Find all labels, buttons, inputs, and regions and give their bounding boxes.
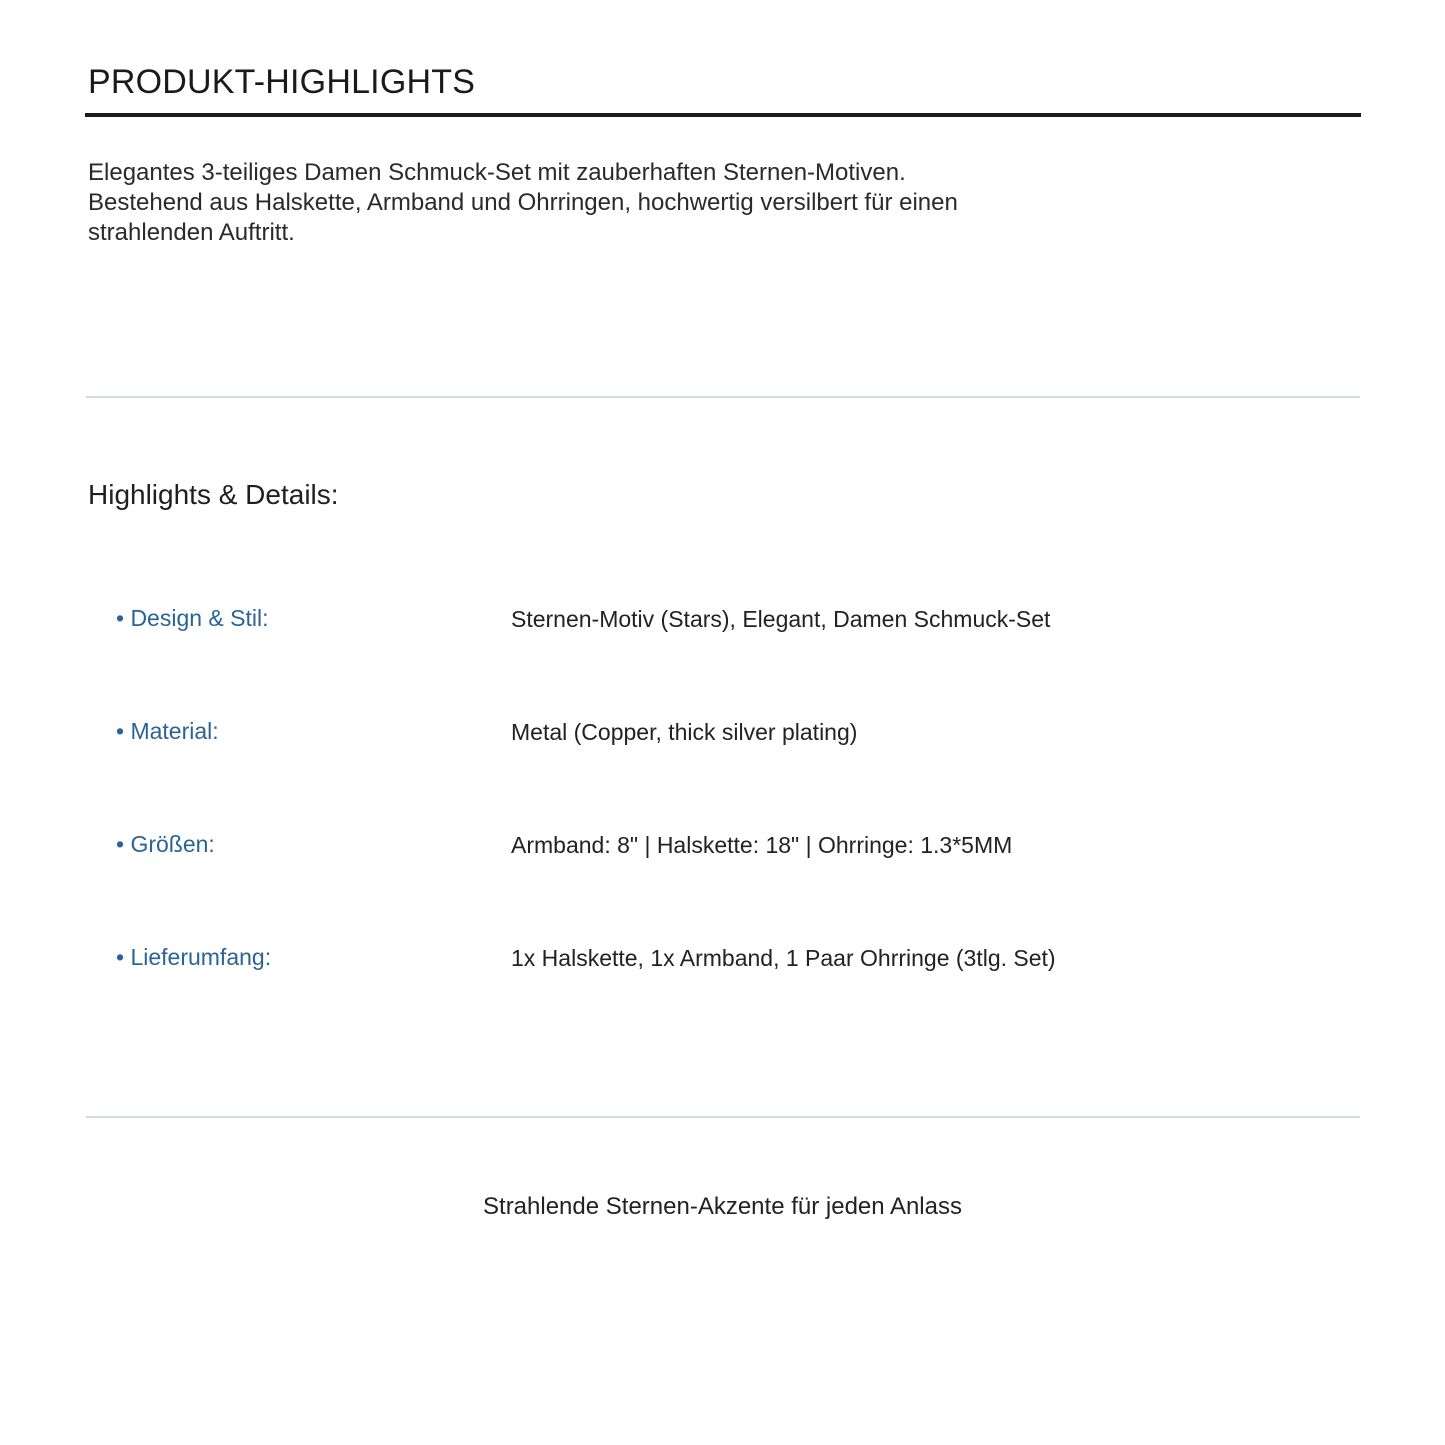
spec-value-sizes: Armband: 8" | Halskette: 18" | Ohrringe: 1.3*5MM: [511, 832, 1013, 858]
spec-value-design: Sternen-Motiv (Stars), Elegant, Damen Schmuck-Set: [511, 606, 1051, 632]
section-divider-bottom: [86, 1116, 1360, 1118]
spec-label-design: • Design & Stil:: [116, 605, 269, 631]
spec-row-contents: [0, 944, 1445, 984]
spec-label-sizes: • Größen:: [116, 831, 215, 857]
page-title: PRODUKT-HIGHLIGHTS: [88, 62, 476, 101]
section-divider-top: [86, 396, 1360, 398]
spec-value-contents: 1x Halskette, 1x Armband, 1 Paar Ohrringe (3tlg. Set): [511, 945, 1056, 971]
spec-row-material: [0, 718, 1445, 758]
details-heading: Highlights & Details:: [88, 479, 339, 511]
spec-row-sizes: [0, 831, 1445, 871]
spec-label-contents: • Lieferumfang:: [116, 944, 272, 970]
title-underline: [85, 113, 1361, 117]
intro-paragraph: Elegantes 3-teiliges Damen Schmuck-Set mit zauberhaften Sternen-Motiven. Bestehend aus Halskette, Armband und Ohrringen, hochwertig versilbert für einen strahlenden Auftritt.: [88, 159, 958, 246]
spec-label-material: • Material:: [116, 718, 219, 744]
spec-value-material: Metal (Copper, thick silver plating): [511, 719, 858, 745]
tagline: Strahlende Sternen-Akzente für jeden Anlass: [483, 1193, 962, 1220]
spec-row-design: [0, 605, 1445, 645]
